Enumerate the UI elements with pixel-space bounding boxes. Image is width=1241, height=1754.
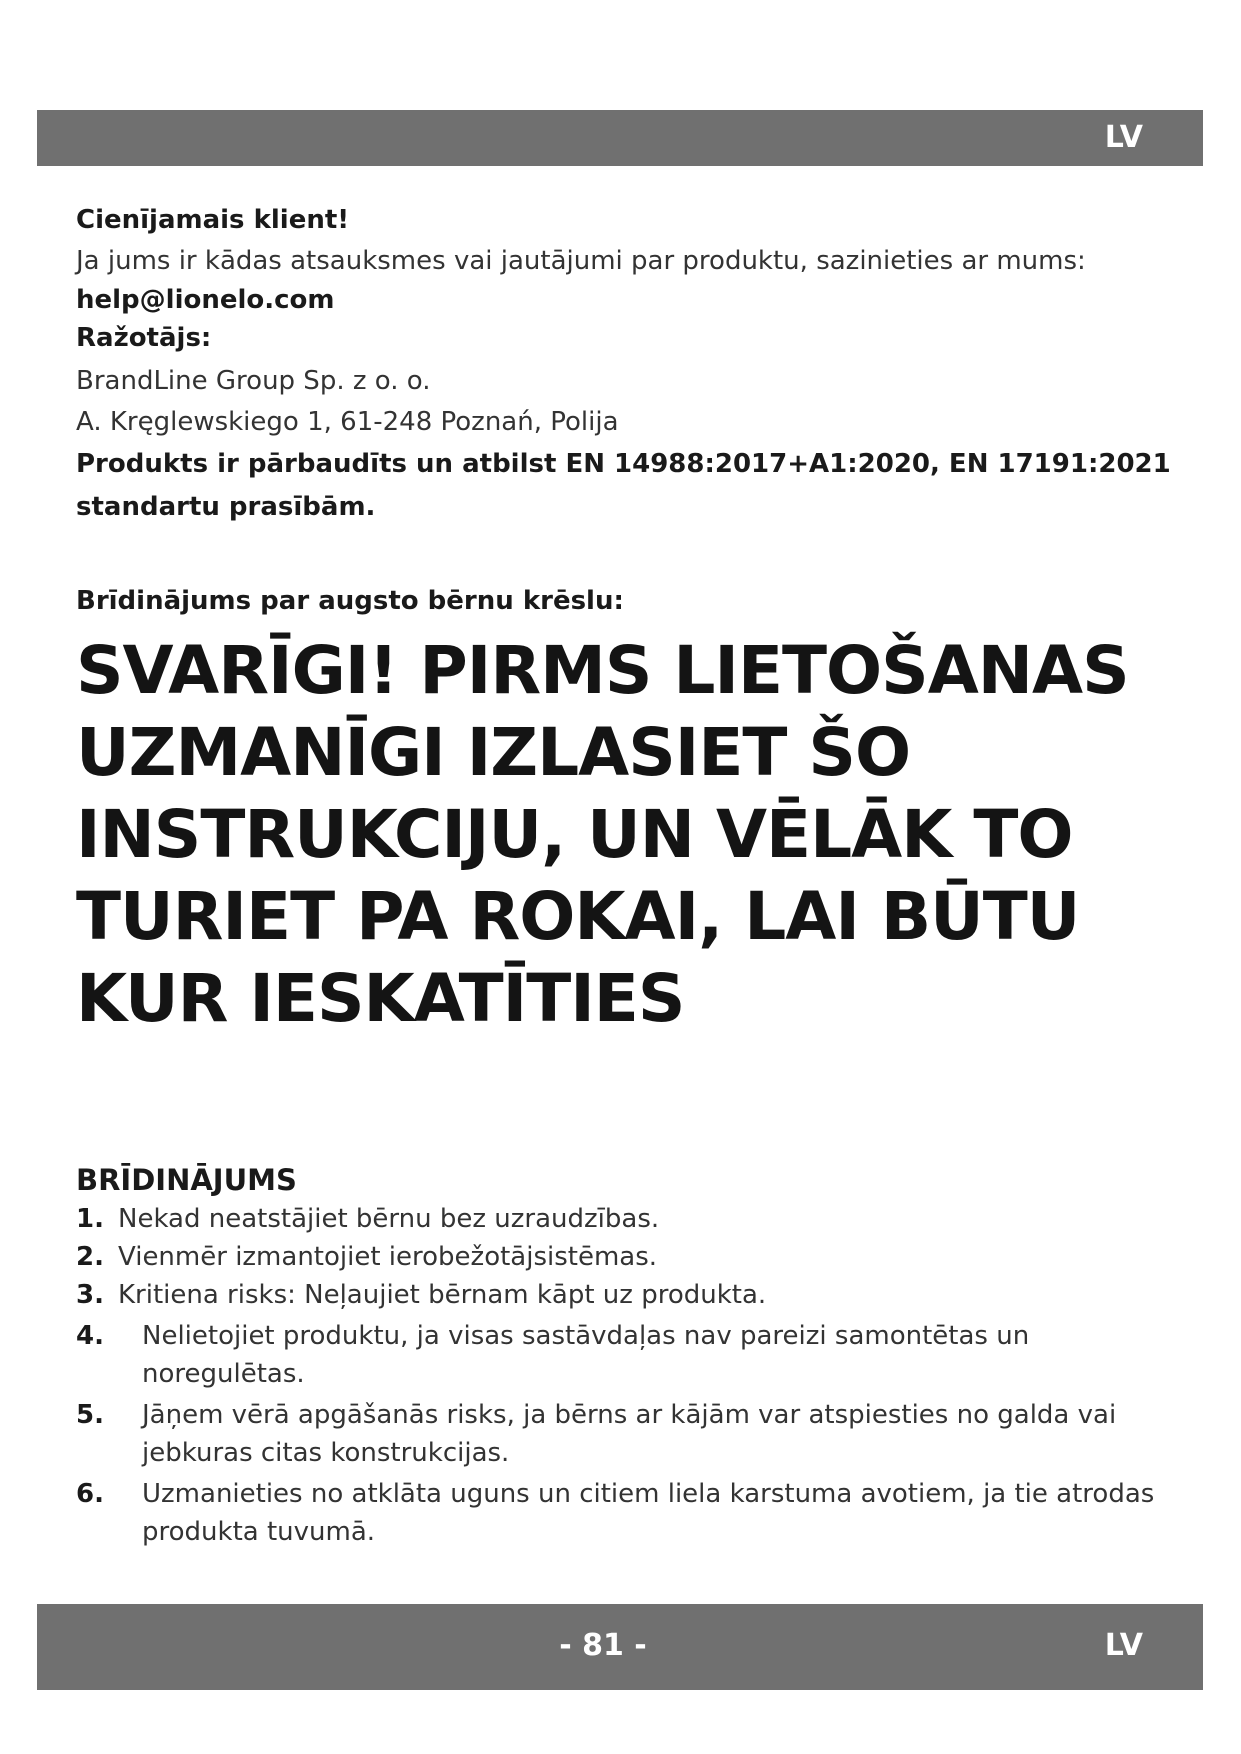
contact-section (76, 200, 1176, 529)
support-email: help@lionelo.com (76, 285, 335, 315)
item-number: 6. (76, 1479, 104, 1509)
list-item (76, 1276, 1171, 1314)
greeting: Cienījamais klient! (76, 205, 350, 235)
item-number: 4. (76, 1321, 104, 1351)
important-headline: SVARĪGI! PIRMS LIETOŠANAS UZMANĪGI IZLASIET ŠO INSTRUKCIJU, UN VĒLĀK TO TURIET PA ROKAI, LAI BŪTU KUR IESKATĪTIES (76, 632, 1129, 1037)
item-text: Kritiena risks: Neļaujiet bērnam kāpt uz produkta. (118, 1280, 767, 1310)
header-bar (37, 110, 1203, 166)
item-number: 1. (76, 1204, 104, 1234)
warnings-title: BRĪDINĀJUMS (76, 1163, 297, 1197)
footer-language-label: LV (1104, 1628, 1143, 1663)
language-label: LV (1104, 120, 1143, 155)
compliance-statement: Produkts ir pārbaudīts un atbilst EN 14988:2017+A1:2020, EN 17191:2021 standartu prasībām. (76, 449, 1171, 522)
item-text: Nelietojiet produktu, ja visas sastāvdaļas nav pareizi samontētas un noregulētas. (142, 1321, 1030, 1389)
warning-list (76, 1200, 1171, 1551)
list-item (76, 1475, 1171, 1551)
page-number: - 81 - (559, 1628, 647, 1663)
manufacturer-label: Ražotājs: (76, 323, 212, 353)
feedback-text: Ja jums ir kādas atsauksmes vai jautājumi par produktu, sazinieties ar mums: (76, 246, 1086, 276)
item-number: 2. (76, 1242, 104, 1272)
item-text: Jāņem vērā apgāšanās risks, ja bērns ar kājām var atspiesties no galda vai jebkuras citas konstrukcijas. (142, 1400, 1117, 1468)
list-item (76, 1396, 1171, 1472)
list-item (76, 1200, 1171, 1238)
company-address: A. Kręglewskiego 1, 61-248 Poznań, Polija (76, 407, 619, 437)
item-number: 3. (76, 1280, 104, 1310)
footer-bar (37, 1604, 1203, 1690)
item-text: Nekad neatstājiet bērnu bez uzraudzības. (118, 1204, 660, 1234)
item-text: Vienmēr izmantojiet ierobežotājsistēmas. (118, 1242, 658, 1272)
list-item (76, 1317, 1171, 1393)
item-number: 5. (76, 1400, 104, 1430)
item-text: Uzmanieties no atklāta uguns un citiem liela karstuma avotiem, ja tie atrodas produkta tuvumā. (142, 1479, 1155, 1547)
warning-intro: Brīdinājums par augsto bērnu krēslu: (76, 586, 624, 616)
company-name: BrandLine Group Sp. z o. o. (76, 366, 431, 396)
list-item (76, 1238, 1171, 1276)
